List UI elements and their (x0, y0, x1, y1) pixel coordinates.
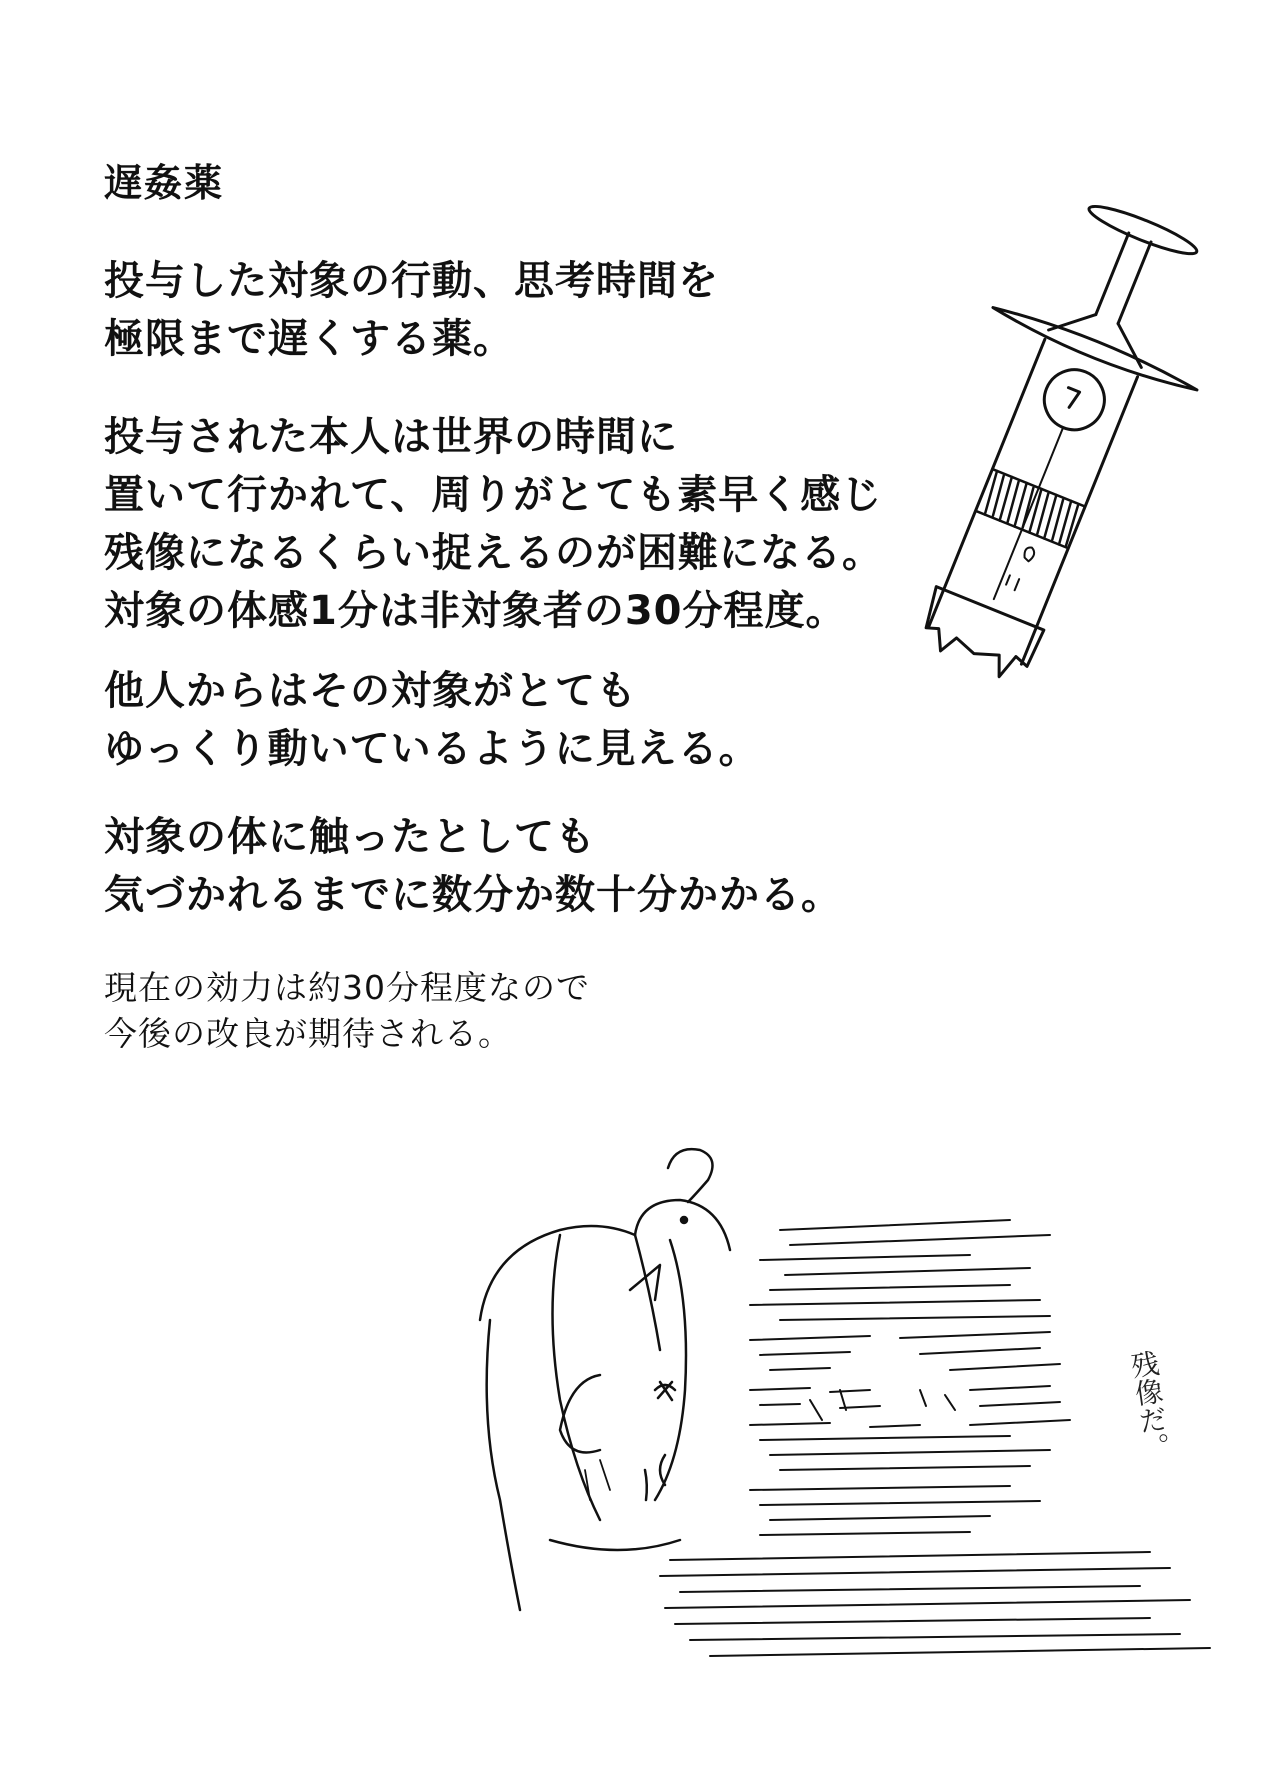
paragraph-line: 今後の改良が期待される。 (104, 1014, 512, 1053)
barrel-shoulder (1049, 300, 1154, 367)
description-paragraph-1 (104, 252, 719, 368)
syringe-clock-illustration (880, 190, 1220, 730)
description-paragraph-4 (104, 808, 842, 924)
paragraph-line: 投与した対象の行動、思考時間を (104, 258, 719, 304)
footnote-paragraph (104, 965, 590, 1057)
needle-line (994, 428, 1063, 600)
paragraph-line: 現在の効力は約30分程度なので (104, 968, 590, 1007)
paragraph-line: 投与された本人は世界の時間に (104, 414, 678, 460)
drip-marks (1005, 575, 1019, 590)
afterimage-scene-illustration (450, 1140, 1230, 1700)
page-title: 遅姦薬 (104, 161, 225, 205)
bubble (1022, 546, 1036, 563)
paragraph-line: 置いて行かれて、周りがとても素早く感じ (104, 472, 883, 518)
handwritten-note: 残像だ。 (1125, 1348, 1174, 1464)
afterimage-figure (660, 1220, 1210, 1656)
paragraph-line: 対象の体感1分は非対象者の30分程度。 (104, 588, 847, 634)
question-mark-glyph (668, 1149, 713, 1223)
girl-figure (480, 1200, 730, 1610)
description-paragraph-2 (104, 408, 883, 640)
paragraph-line: ゆっくり動いているように見える。 (104, 726, 760, 772)
plunger-rod (1096, 233, 1151, 324)
clock-hands (1062, 388, 1080, 409)
paragraph-line: 気づかれるまでに数分か数十分かかる。 (104, 872, 842, 918)
paragraph-line: 対象の体に触ったとしても (104, 814, 596, 860)
plunger-head (1085, 199, 1200, 261)
broken-tip (914, 587, 1044, 686)
description-paragraph-3 (104, 662, 760, 778)
paragraph-line: 極限まで遅くする薬。 (104, 316, 514, 362)
paragraph-line: 他人からはその対象がとても (104, 668, 637, 714)
paragraph-line: 残像になるくらい捉えるのが困難になる。 (104, 530, 883, 576)
